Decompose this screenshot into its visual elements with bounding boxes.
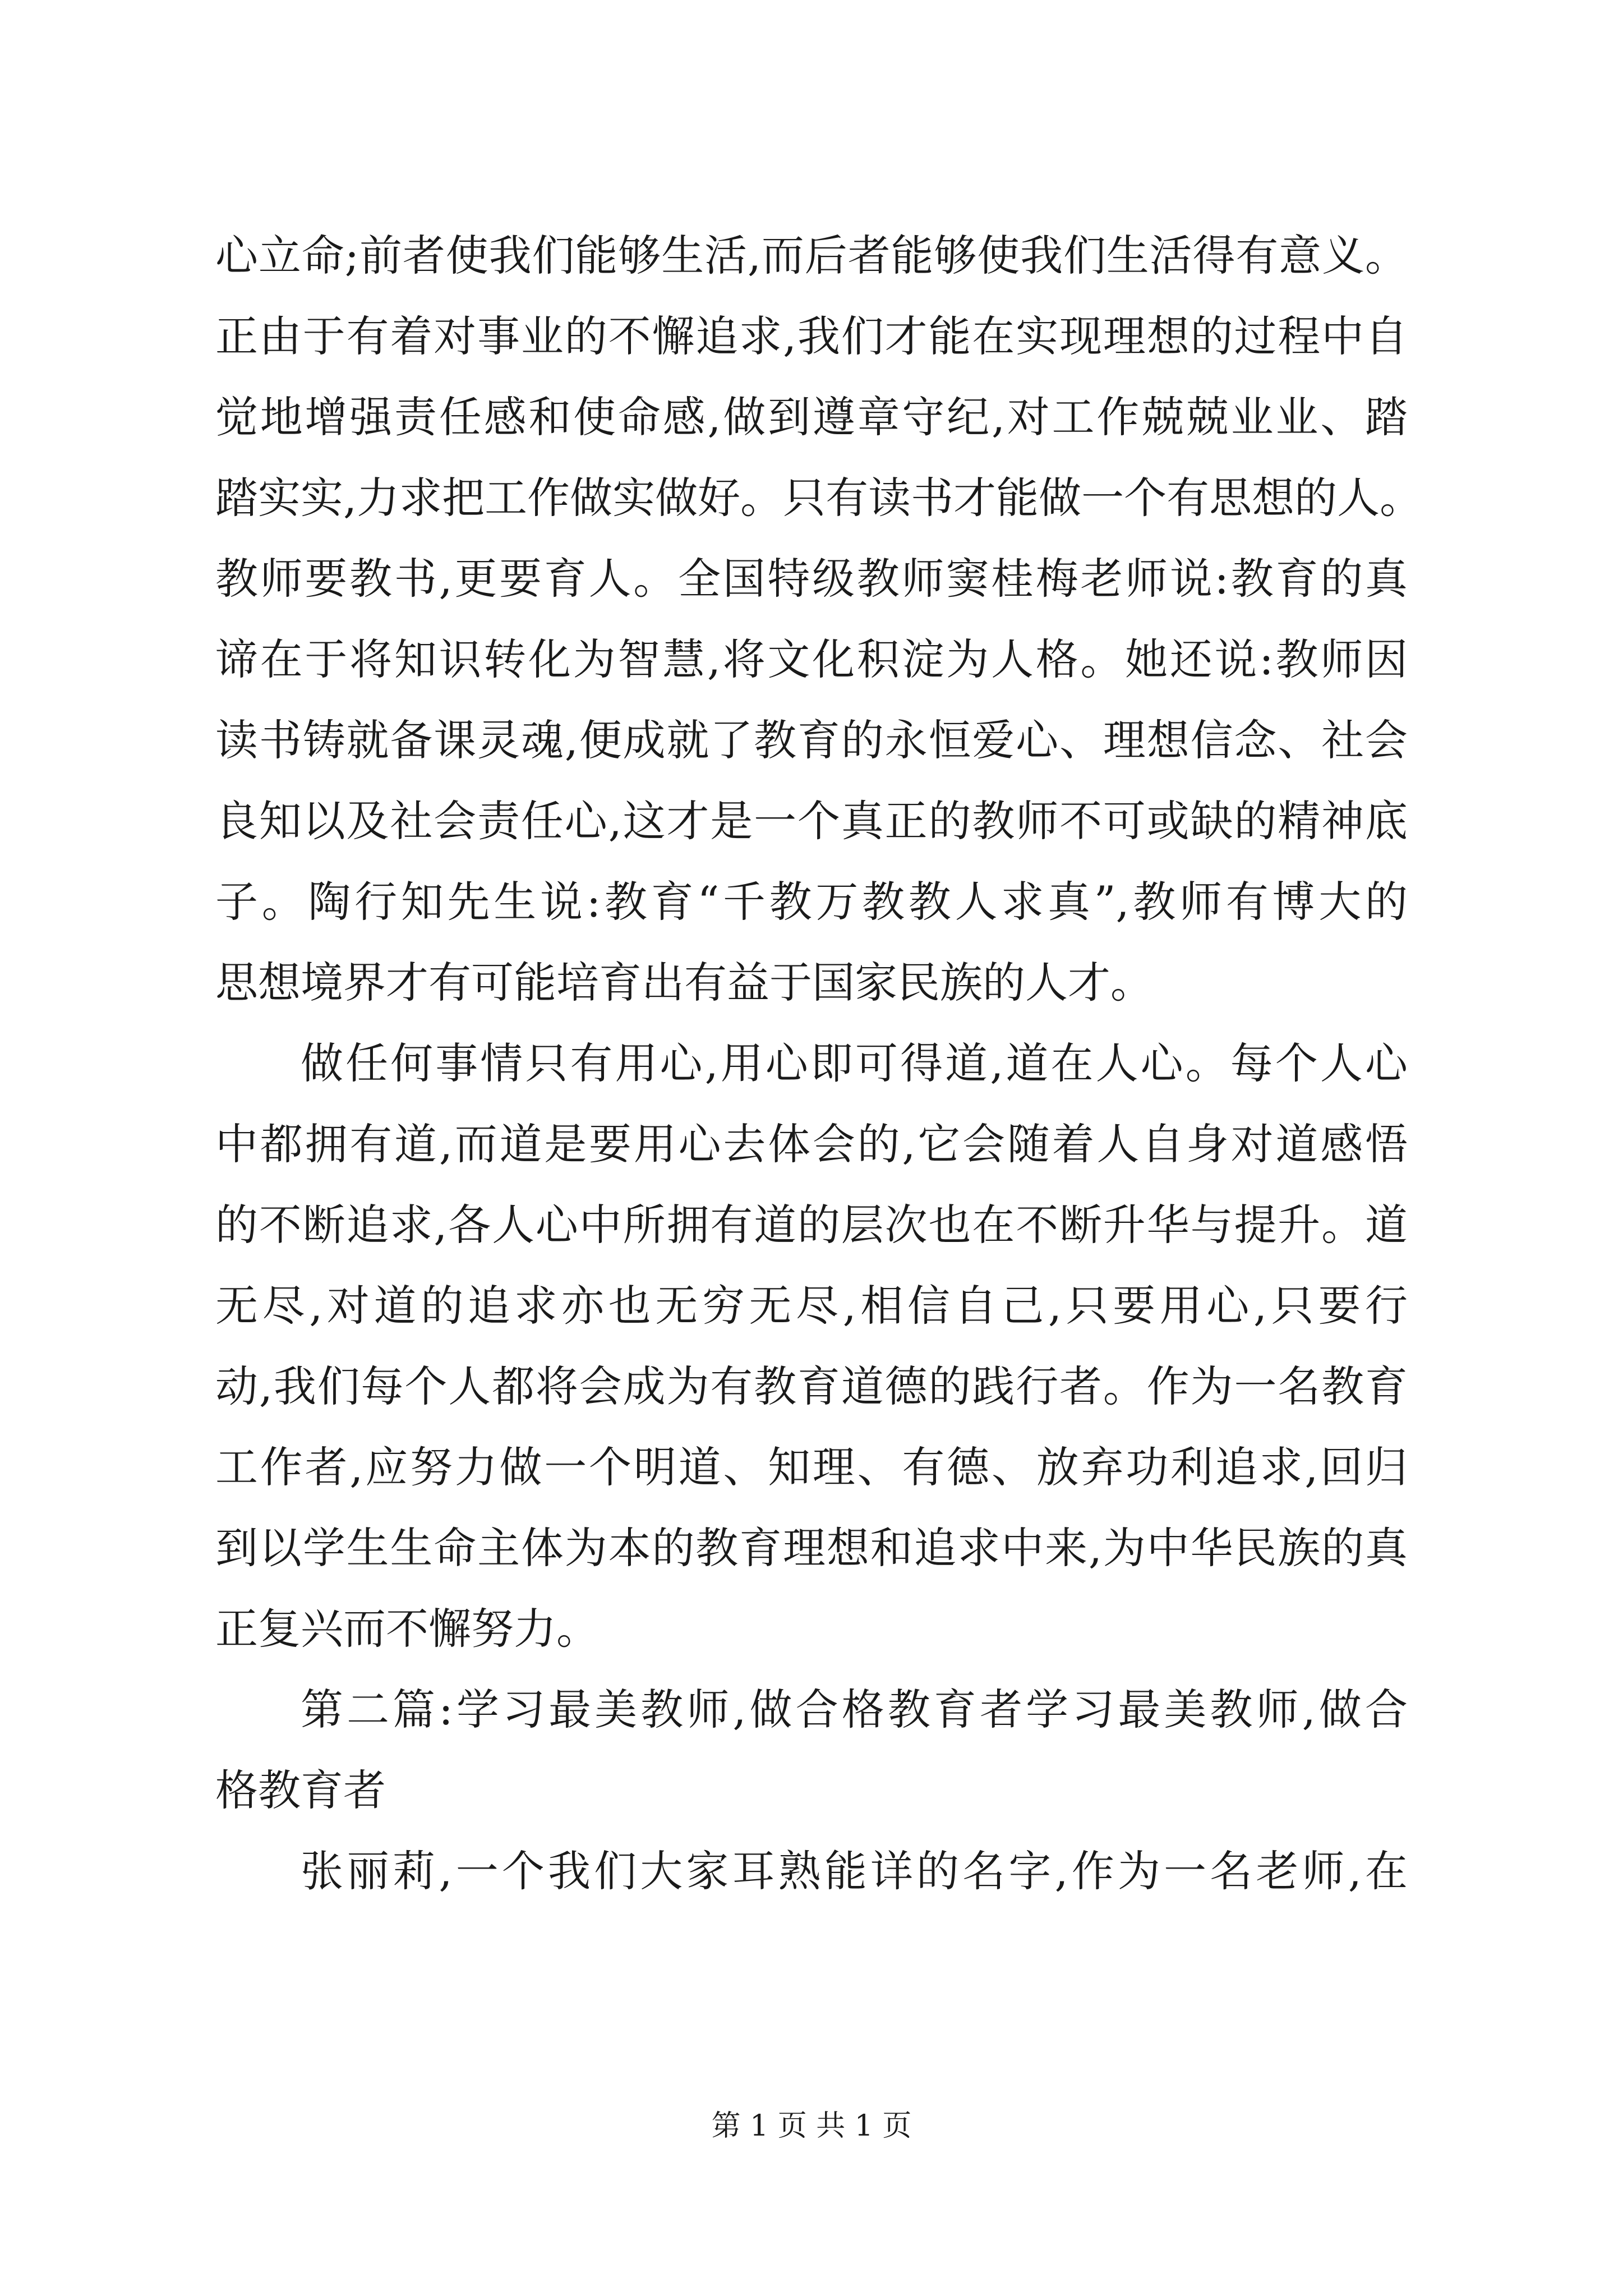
text-line: 第二篇:学习最美教师,做合格教育者学习最美教师,做合 xyxy=(301,1685,1408,1734)
text-line: 中都拥有道,而道是要用心去体会的,它会随着人自身对道感悟 xyxy=(215,1119,1408,1169)
text-line: 正由于有着对事业的不懈追求,我们才能在实现理想的过程中自 xyxy=(215,311,1408,361)
text-line: 读书铸就备课灵魂,便成就了教育的永恒爱心、理想信念、社会 xyxy=(215,715,1408,765)
text-line: 教师要教书,更要育人。全国特级教师窦桂梅老师说:教育的真 xyxy=(215,554,1408,604)
text-line: 到以学生生命主体为本的教育理想和追求中来,为中华民族的真 xyxy=(215,1523,1408,1573)
text-line: 工作者,应努力做一个明道、知理、有德、放弃功利追求,回归 xyxy=(215,1442,1408,1492)
text-line: 心立命;前者使我们能够生活,而后者能够使我们生活得有意义。 xyxy=(215,231,1408,280)
text-line: 思想境界才有可能培育出有益于国家民族的人才。 xyxy=(215,958,1153,1007)
text-line: 的不断追求,各人心中所拥有道的层次也在不断升华与提升。道 xyxy=(215,1200,1408,1250)
text-line: 无尽,对道的追求亦也无穷无尽,相信自己,只要用心,只要行 xyxy=(215,1281,1408,1331)
text-line: 动,我们每个人都将会成为有教育道德的践行者。作为一名教育 xyxy=(215,1361,1408,1411)
document-body xyxy=(215,215,1423,1912)
page-footer: 第 1 页 共 1 页 xyxy=(711,2109,912,2143)
text-line: 谛在于将知识转化为智慧,将文化积淀为人格。她还说:教师因 xyxy=(215,634,1408,684)
text-line: 格教育者 xyxy=(215,1765,386,1815)
text-line: 张丽莉,一个我们大家耳熟能详的名字,作为一名老师,在 xyxy=(301,1846,1408,1896)
text-line: 子。陶行知先生说:教育“千教万教教人求真”,教师有博大的 xyxy=(215,877,1408,927)
text-line: 正复兴而不懈努力。 xyxy=(215,1604,599,1654)
text-line: 觉地增强责任感和使命感,做到遵章守纪,对工作兢兢业业、踏 xyxy=(215,392,1408,442)
text-line: 做任何事情只有用心,用心即可得道,道在人心。每个人心 xyxy=(301,1038,1408,1088)
text-line: 良知以及社会责任心,这才是一个真正的教师不可或缺的精神底 xyxy=(215,796,1408,846)
text-line: 踏实实,力求把工作做实做好。只有读书才能做一个有思想的人。 xyxy=(215,473,1423,523)
